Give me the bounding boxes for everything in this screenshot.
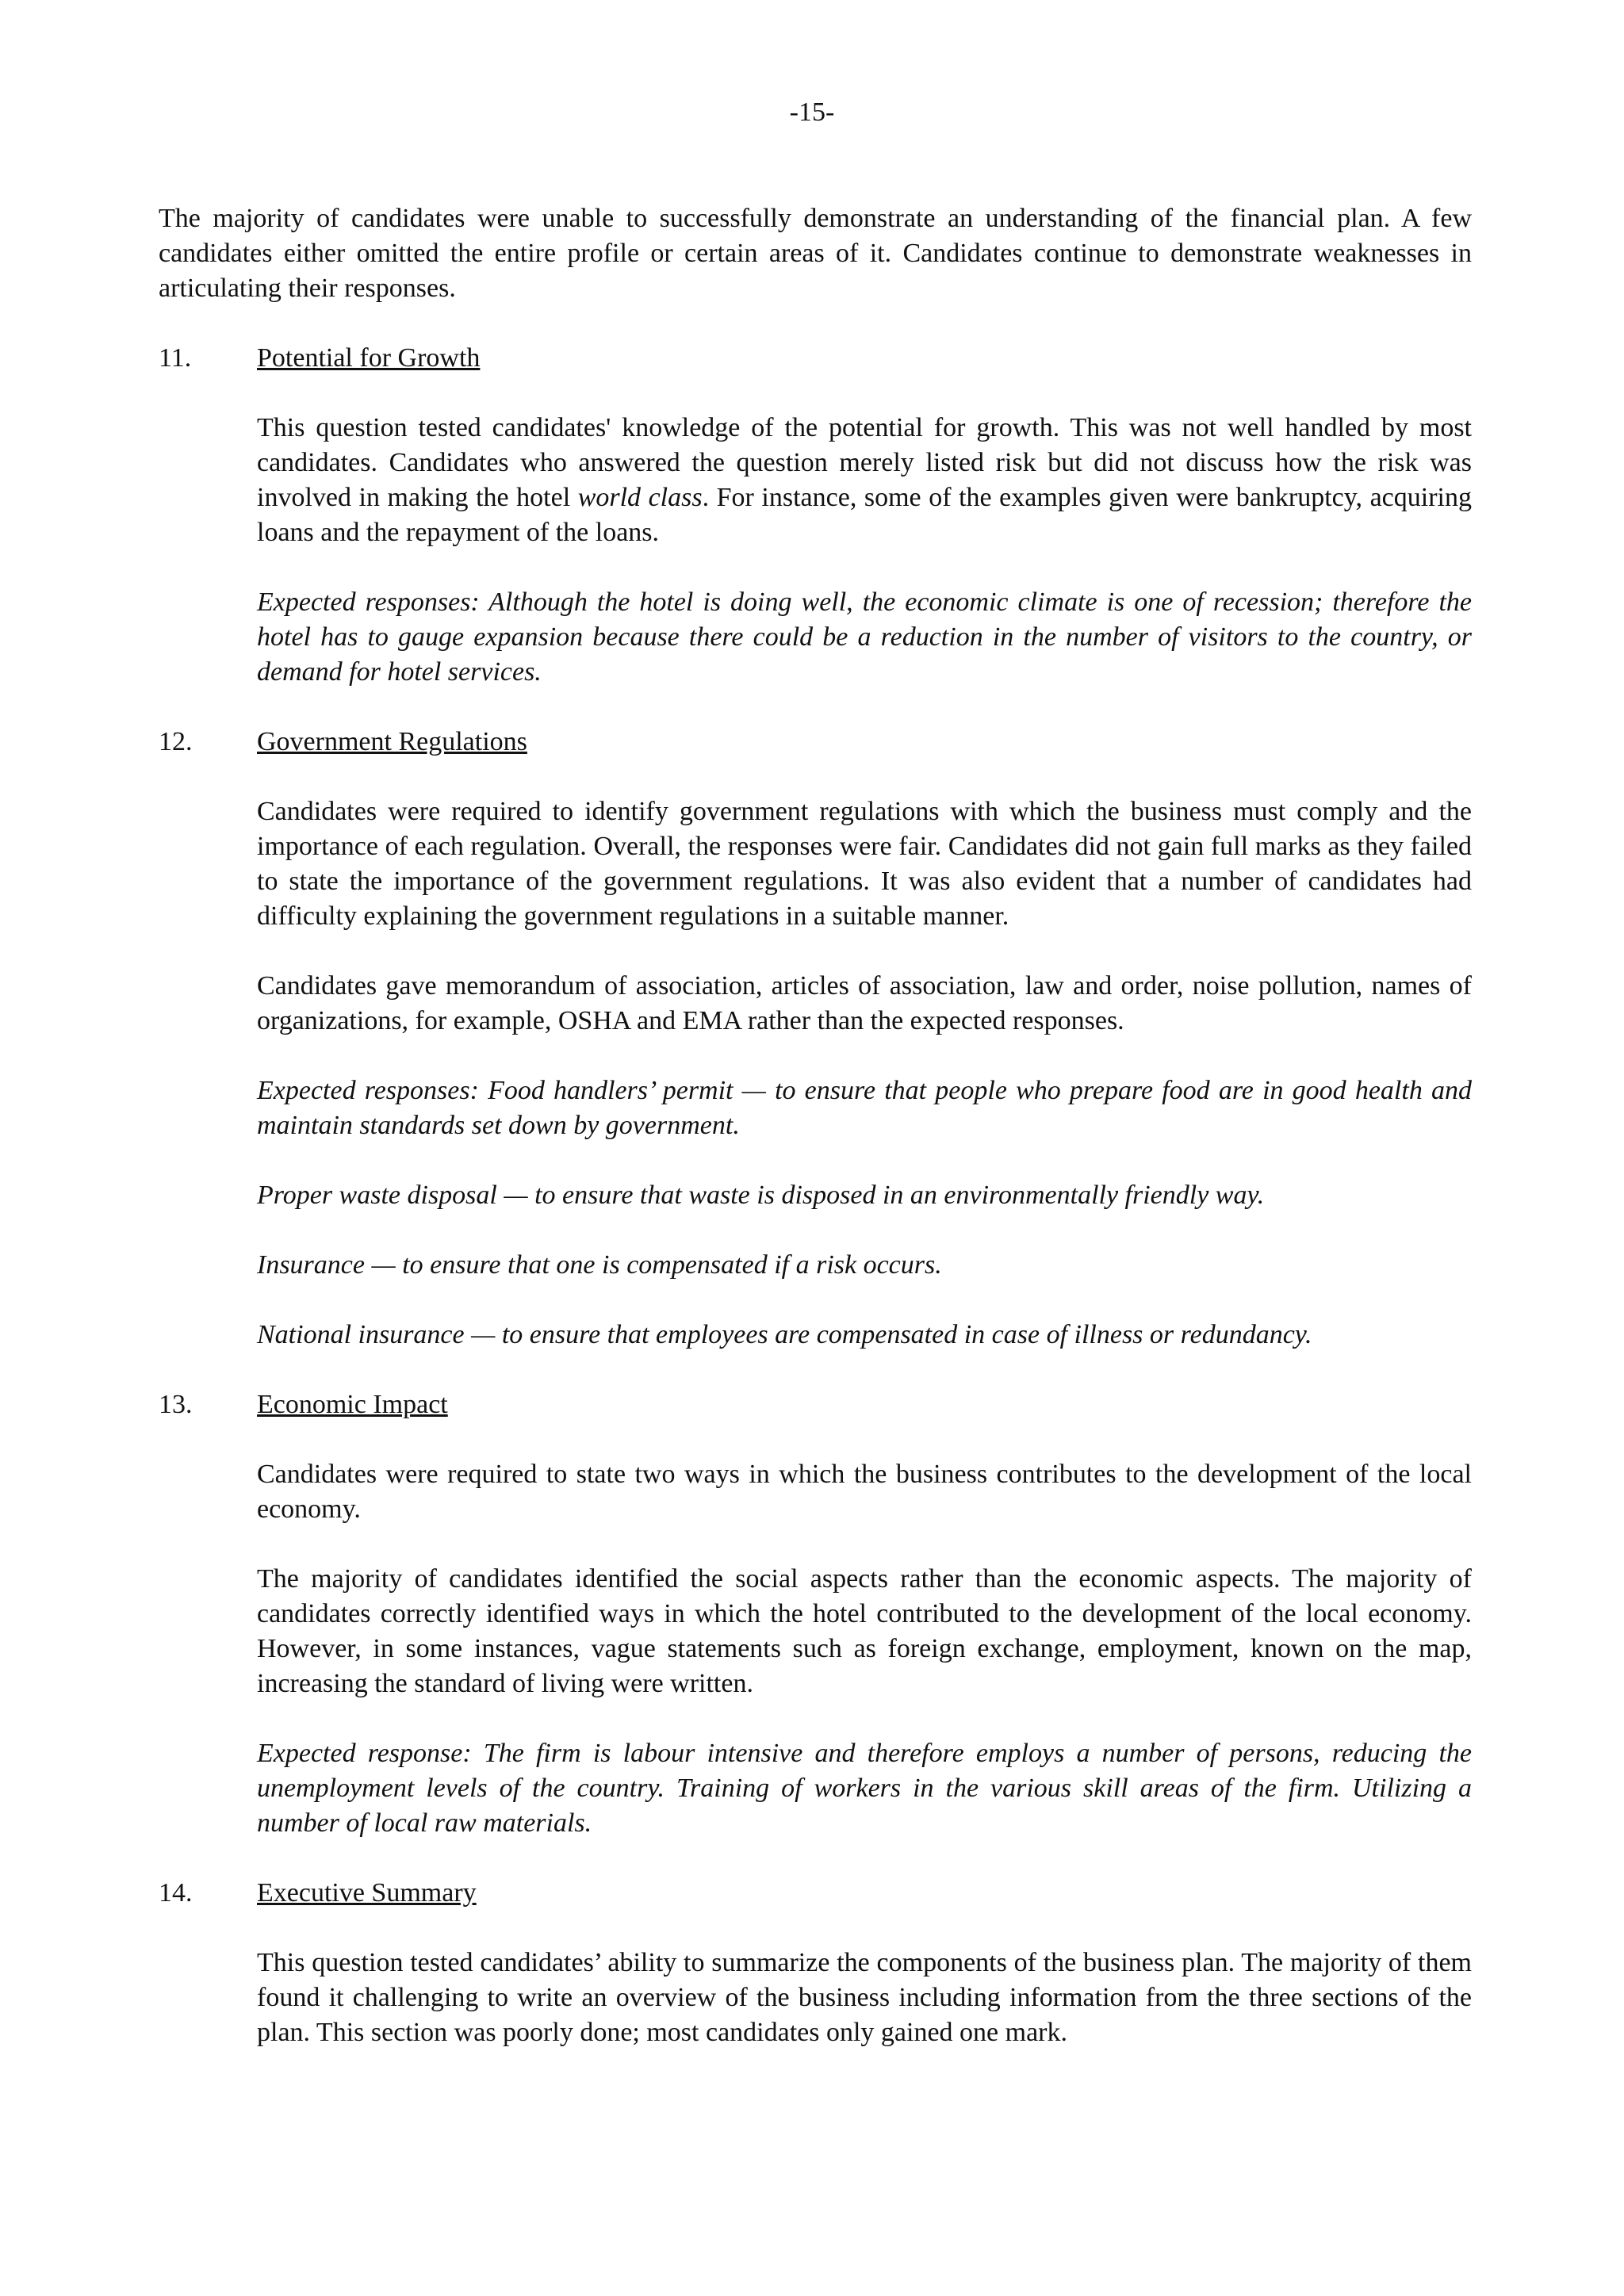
section-heading xyxy=(159,1387,1472,1422)
expected-responses: Expected response: The firm is labour intensive and therefore employs a number of persons, reducing the unemployment levels of the country. Training of workers in the various skill areas of the firm. Utilizing a number of local raw materials. xyxy=(257,1739,1472,1838)
expected-response-item: Insurance — to ensure that one is compensated if a risk occurs. xyxy=(257,1250,942,1280)
section-executive-summary xyxy=(159,1876,1472,2050)
section-number: 12. xyxy=(159,727,193,756)
section-potential-for-growth xyxy=(159,341,1472,690)
section-paragraph xyxy=(257,411,1472,550)
section-paragraph: Candidates were required to identify government regulations with which the business must comply and the importance of each regulation. Overall, the responses were fair. Candidates did not gain full marks as they failed to state the importance of the government regulations. It was also evident that a number of candidates had difficulty explaining the government regulations in a suitable manner. xyxy=(257,797,1472,931)
section-economic-impact xyxy=(159,1387,1472,1841)
intro-paragraph: The majority of candidates were unable to successfully demonstrate an understanding of the financial plan. A few candidates either omitted the entire profile or certain areas of it. Candidates continue to demonstrate weaknesses in articulating their responses. xyxy=(159,204,1472,303)
section-body xyxy=(257,1457,1472,1841)
section-title: Potential for Growth xyxy=(257,343,481,373)
section-title: Executive Summary xyxy=(257,1878,477,1908)
section-number: 13. xyxy=(159,1390,193,1419)
section-body xyxy=(257,1946,1472,2050)
section-heading xyxy=(159,1876,1472,1911)
section-title: Government Regulations xyxy=(257,727,527,756)
page-number: -15- xyxy=(789,98,835,127)
section-body xyxy=(257,411,1472,690)
section-number: 11. xyxy=(159,343,192,373)
paragraph-text: This question tested candidates' knowledge of the potential for growth. This was not well handled by most candidates. Candidates who answered the question merely listed risk but did not discuss how the risk was involved in making the hotel xyxy=(257,413,1472,512)
expected-response-item: National insurance — to ensure that employees are compensated in case of illness or redundancy. xyxy=(257,1320,1312,1349)
section-government-regulations xyxy=(159,725,1472,1353)
expected-responses: Expected responses: Food handlers’ permit — to ensure that people who prepare food are in good health and maintain standards set down by government. xyxy=(257,1076,1472,1140)
section-body xyxy=(257,794,1472,1353)
expected-responses: Expected responses: Although the hotel is doing well, the economic climate is one of recession; therefore the hotel has to gauge expansion because there could be a reduction in the number of visitors to the country, or demand for hotel services. xyxy=(257,587,1472,687)
section-paragraph: Candidates were required to state two ways in which the business contributes to the development of the local economy. xyxy=(257,1460,1472,1524)
section-number: 14. xyxy=(159,1878,193,1908)
section-heading xyxy=(159,341,1472,376)
emphasis-text: world class xyxy=(577,483,703,512)
section-paragraph: This question tested candidates’ ability to summarize the components of the business plan. The majority of them found it challenging to write an overview of the business including information from the three sections of the plan. This section was poorly done; most candidates only gained one mark. xyxy=(257,1948,1472,2047)
expected-response-item: Proper waste disposal — to ensure that waste is disposed in an environmentally friendly way. xyxy=(257,1181,1265,1210)
paragraph-text: . For instance, some of the examples given were bankruptcy, acquiring loans and the repayment of the loans. xyxy=(257,483,1472,547)
section-paragraph: Candidates gave memorandum of association, articles of association, law and order, noise pollution, names of organizations, for example, OSHA and EMA rather than the expected responses. xyxy=(257,971,1472,1035)
document-body xyxy=(159,201,1472,2085)
section-title: Economic Impact xyxy=(257,1390,448,1419)
section-paragraph: The majority of candidates identified the social aspects rather than the economic aspects. The majority of candidates correctly identified ways in which the hotel contributed to the development of the local economy. However, in some instances, vague statements such as foreign exchange, employment, known on the map, increasing the standard of living were written. xyxy=(257,1564,1472,1698)
section-heading xyxy=(159,725,1472,760)
